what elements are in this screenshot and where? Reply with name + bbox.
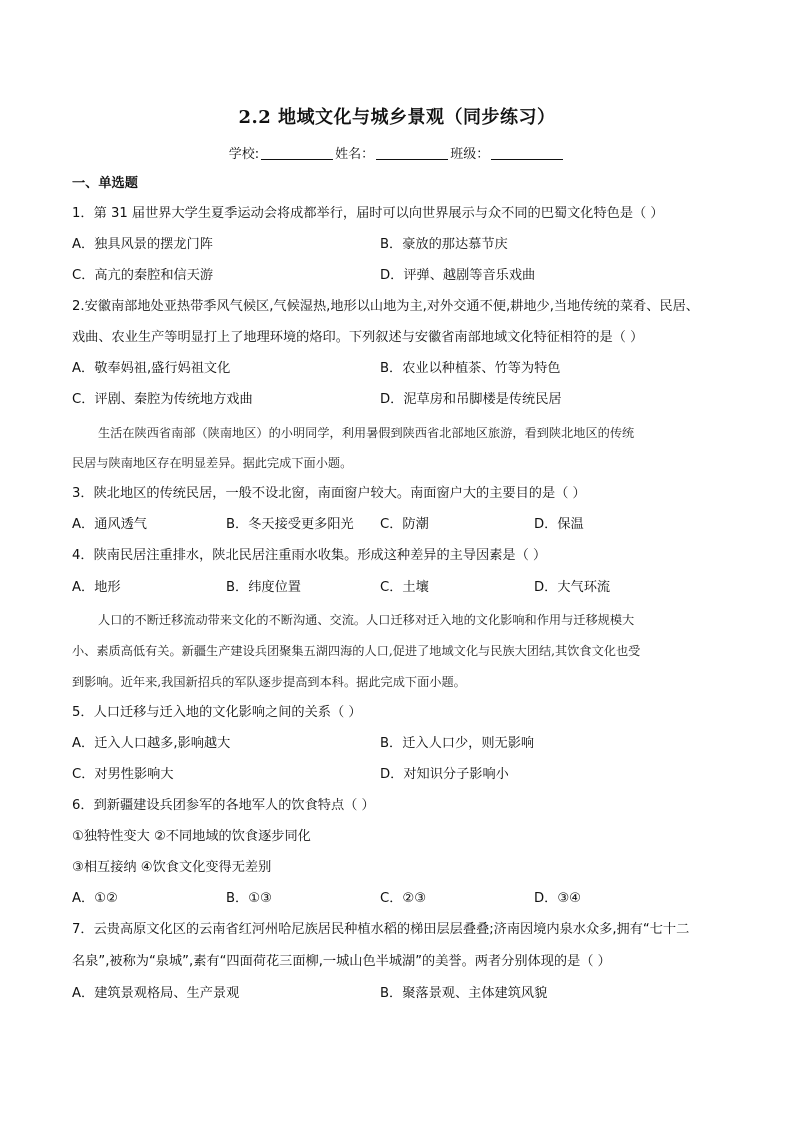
reading-material-1-line-1: 生活在陕西省南部（陕南地区）的小明同学，利用暑假到陕西省北部地区旅游，看到陕北地区的传统 (98, 426, 635, 440)
question-3-stem: 3．陕北地区的传统民居，一般不设北窗，南面窗户较大。南面窗户大的主要目的是（ ） (72, 486, 586, 501)
q5-option-c: C．对男性影响大 (72, 767, 174, 782)
name-label: 姓名： (335, 147, 375, 162)
student-info-fields (0, 143, 794, 162)
q4-option-d: D．大气环流 (534, 580, 611, 595)
q6-option-a: A．①② (72, 891, 118, 906)
question-4-stem: 4．陕南民居注重排水，陕北民居注重雨水收集。形成这种差异的主导因素是（ ） (72, 548, 547, 563)
q7-option-a: A．建筑景观格局、生产景观 (72, 986, 240, 1001)
reading-material-2-line-1: 人口的不断迁移流动带来文化的不断沟通、交流。人口迁移对迁入地的文化影响和作用与迁移规模大 (98, 613, 635, 627)
name-blank[interactable] (376, 146, 448, 160)
q5-option-a: A．迁入人口越多,影响越大 (72, 736, 231, 751)
q6-option-d: D．③④ (534, 891, 581, 906)
q4-option-b: B．纬度位置 (226, 580, 301, 595)
school-label: 学校: (228, 147, 260, 162)
reading-material-2-line-3: 到影响。近年来,我国新招兵的军队逐步提高到本科。据此完成下面小题。 (72, 675, 466, 689)
q2-option-c: C．评剧、秦腔为传统地方戏曲 (72, 392, 253, 407)
q7-option-b: B．聚落景观、主体建筑风貌 (380, 986, 548, 1001)
q3-option-b: B．冬天接受更多阳光 (226, 517, 354, 532)
question-7-stem-line-1: 7．云贵高原文化区的云南省红河州哈尼族居民种植水稻的梯田层层叠叠;济南因境内泉水众多,拥有“七十二 (72, 922, 690, 937)
q4-option-a: A．地形 (72, 580, 121, 595)
q6-option-c: C．②③ (380, 891, 427, 906)
q1-option-d: D．评弹、越剧等音乐戏曲 (380, 268, 536, 283)
q3-option-a: A．通风透气 (72, 517, 147, 532)
class-label: 班级： (450, 147, 490, 162)
question-6-statements-2: ③相互接纳 ④饮食文化变得无差别 (72, 860, 272, 875)
q1-option-c: C．高亢的秦腔和信天游 (72, 268, 214, 283)
question-2-stem-line-1: 2.安徽南部地处亚热带季风气候区,气候湿热,地形以山地为主,对外交通不便,耕地少,当地传统的菜肴、民居、 (72, 299, 699, 314)
question-7-stem-line-2: 名泉”,被称为“泉城”,素有“四面荷花三面柳,一城山色半城湖”的美誉。两者分别体现的是（ ） (72, 954, 611, 969)
q3-option-d: D．保温 (534, 517, 584, 532)
page-title: 2.2 地域文化与城乡景观（同步练习） (238, 107, 556, 128)
q2-option-b: B．农业以种植茶、竹等为特色 (380, 361, 561, 376)
q5-option-d: D．对知识分子影响小 (380, 767, 509, 782)
q2-option-a: A．敬奉妈祖,盛行妈祖文化 (72, 361, 231, 376)
question-6-statements-1: ①独特性变大 ②不同地域的饮食逐步同化 (72, 829, 311, 844)
q2-option-d: D．泥草房和吊脚楼是传统民居 (380, 392, 562, 407)
question-2-stem-line-2: 戏曲、农业生产等明显打上了地理环境的烙印。下列叙述与安徽省南部地域文化特征相符的是（ ） (72, 330, 644, 345)
q1-option-a: A．独具风景的摆龙门阵 (72, 237, 213, 252)
question-5-stem: 5．人口迁移与迁入地的文化影响之间的关系（ ） (72, 705, 362, 720)
section-heading: 一、单选题 (72, 176, 138, 191)
q6-option-b: B．①③ (226, 891, 272, 906)
q5-option-b: B．迁入人口少，则无影响 (380, 736, 535, 751)
reading-material-1-line-2: 民居与陕南地区存在明显差异。据此完成下面小题。 (72, 456, 353, 470)
question-1-stem: 1．第 31 届世界大学生夏季运动会将成都举行，届时可以向世界展示与众不同的巴蜀文化特色是（ ） (72, 206, 664, 221)
school-blank[interactable] (261, 146, 333, 160)
q3-option-c: C．防潮 (380, 517, 429, 532)
q1-option-b: B．豪放的那达慕节庆 (380, 237, 508, 252)
class-blank[interactable] (491, 146, 563, 160)
q4-option-c: C．土壤 (380, 580, 429, 595)
question-6-stem: 6．到新疆建设兵团参军的各地军人的饮食特点（ ） (72, 798, 375, 813)
reading-material-2-line-2: 小、素质高低有关。新疆生产建设兵团聚集五湖四海的人口,促进了地域文化与民族大团结,其饮食文化也受 (72, 644, 641, 658)
